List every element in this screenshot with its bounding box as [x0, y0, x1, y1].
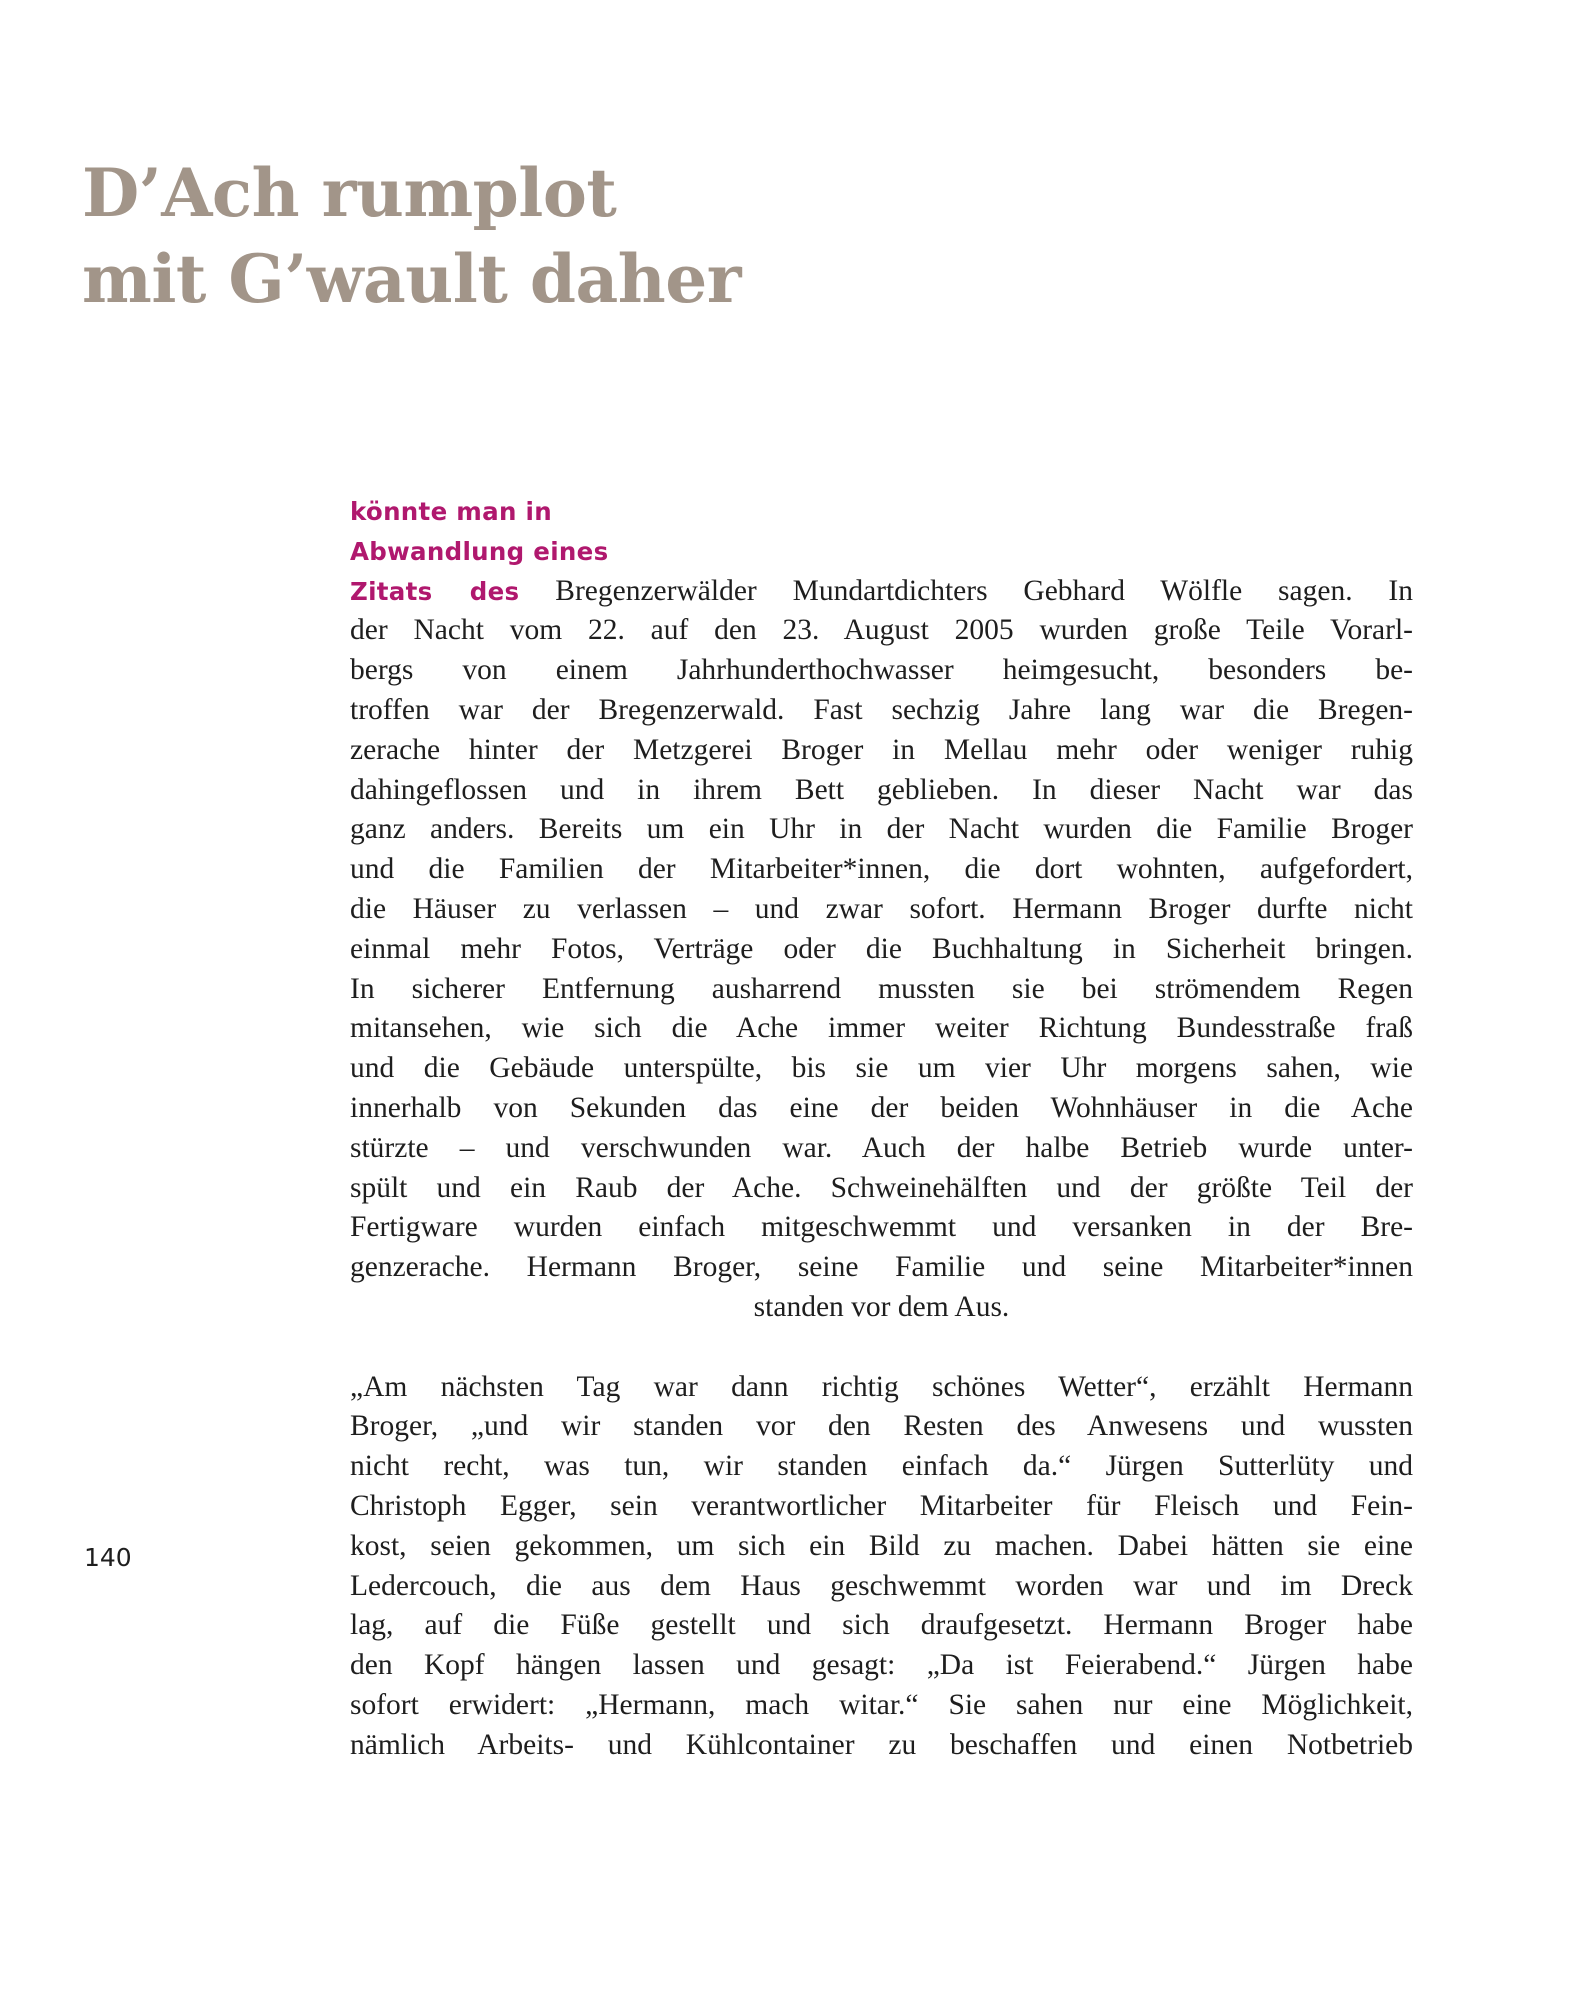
text-line: und die Gebäude unterspülte, bis sie um vier Uhr morgens sahen, wie	[350, 1052, 1413, 1085]
text-line: sofort erwidert: „Hermann, mach witar.“ Sie sahen nur eine Möglichkeit,	[350, 1688, 1413, 1721]
text-line: stürzte – und verschwunden war. Auch der halbe Betrieb wurde unter-	[350, 1131, 1413, 1164]
body-text-column	[350, 492, 1413, 1766]
text-line: dahingeflossen und in ihrem Bett geblieben. In dieser Nacht war das	[350, 773, 1413, 806]
lead-line-1	[350, 492, 1413, 532]
text-line: mitansehen, wie sich die Ache immer weiter Richtung Bundesstraße fraß	[350, 1012, 1413, 1045]
text-line: lag, auf die Füße gestellt und sich draufgesetzt. Hermann Broger habe	[350, 1609, 1413, 1642]
text-line: Fertigware wurden einfach mitgeschwemmt und versanken in der Bre-	[350, 1211, 1413, 1244]
text-line-content: Bregenzerwälder Mundartdichters Gebhard Wölfle sagen. In	[555, 574, 1413, 607]
text-line: genzerache. Hermann Broger, seine Familie und seine Mitarbeiter*innen	[350, 1251, 1413, 1284]
lead-in-text: könnte man in	[350, 497, 552, 526]
paragraph-2	[350, 1368, 1413, 1766]
text-line: ganz anders. Bereits um ein Uhr in der Nacht wurden die Familie Broger	[350, 813, 1413, 846]
text-line: der Nacht vom 22. auf den 23. August 2005 wurden große Teile Vorarl-	[350, 614, 1413, 647]
text-line: In sicherer Entfernung ausharrend mussten sie bei strömendem Regen	[350, 972, 1413, 1005]
text-line: Broger, „und wir standen vor den Resten des Anwesens und wussten	[350, 1410, 1413, 1443]
chapter-title	[82, 150, 741, 322]
lead-in-text: Zitats des	[350, 576, 520, 606]
paragraph-1	[350, 492, 1413, 1328]
page-number: 140	[84, 1543, 132, 1572]
text-line: Christoph Egger, sein verantwortlicher Mitarbeiter für Fleisch und Fein-	[350, 1489, 1413, 1522]
text-line: kost, seien gekommen, um sich ein Bild zu machen. Dabei hätten sie eine	[350, 1529, 1413, 1562]
text-line: nicht recht, was tun, wir standen einfach da.“ Jürgen Sutterlüty und	[350, 1450, 1413, 1483]
lead-line-2	[350, 532, 1413, 572]
text-line: troffen war der Bregenzerwald. Fast sechzig Jahre lang war die Bregen-	[350, 693, 1413, 726]
text-line: und die Familien der Mitarbeiter*innen, die dort wohnten, aufgefordert,	[350, 853, 1413, 886]
lead-in-text: Abwandlung eines	[350, 536, 609, 566]
text-line: bergs von einem Jahrhunderthochwasser heimgesucht, besonders be-	[350, 654, 1413, 687]
chapter-title-line-1: D’Ach rumplot	[82, 154, 617, 232]
text-line: spült und ein Raub der Ache. Schweinehälften und der größte Teil der	[350, 1171, 1413, 1204]
text-line: den Kopf hängen lassen und gesagt: „Da ist Feierabend.“ Jürgen habe	[350, 1649, 1413, 1682]
text-line: einmal mehr Fotos, Verträge oder die Buchhaltung in Sicherheit bringen.	[350, 932, 1413, 965]
text-line: innerhalb von Sekunden das eine der beiden Wohnhäuser in die Ache	[350, 1091, 1413, 1124]
text-line: zerache hinter der Metzgerei Broger in Mellau mehr oder weniger ruhig	[350, 733, 1413, 766]
chapter-title-line-2: mit G’wault daher	[82, 240, 741, 318]
text-line-centered: standen vor dem Aus.	[753, 1290, 1010, 1323]
text-line: „Am nächsten Tag war dann richtig schönes Wetter“, erzählt Hermann	[350, 1370, 1413, 1403]
text-line: Ledercouch, die aus dem Haus geschwemmt worden war und im Dreck	[350, 1569, 1413, 1602]
text-line	[350, 572, 1413, 612]
text-line: die Häuser zu verlassen – und zwar sofort. Hermann Broger durfte nicht	[350, 892, 1413, 925]
text-line: nämlich Arbeits- und Kühlcontainer zu beschaffen und einen Notbetrieb	[350, 1728, 1413, 1761]
